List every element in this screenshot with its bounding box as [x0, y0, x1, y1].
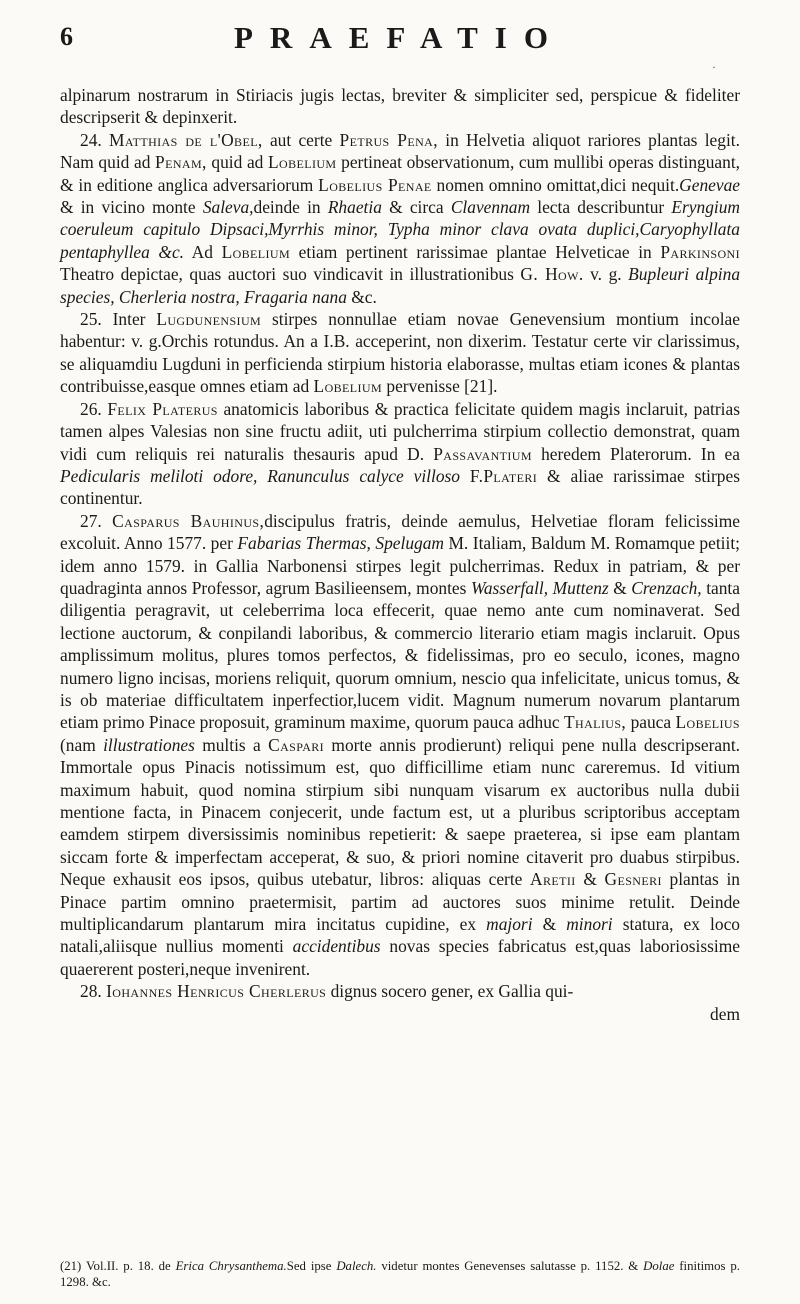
italic-term: minori — [566, 914, 613, 935]
text-run: plantas in Pinace partim omnino praetermisit, partim ad auctores suos minime retulit. Deinde multiplicandarum plantarum mira incitatus cupidine, ex — [60, 869, 740, 935]
paragraph-28 — [60, 980, 740, 1002]
italic-term: illustrationes — [103, 734, 195, 755]
person-name: Casparus Bauhinus, — [112, 510, 265, 531]
footnote — [60, 1258, 740, 1290]
text-run: & — [532, 914, 567, 935]
text-run: pertineat observationum, cum mullibi operas distinguant, & in editione anglica adversariorum — [60, 152, 740, 195]
text-run: heredem Platerorum. In ea — [531, 443, 740, 464]
text-run: stirpes nonnullae etiam novae Genevensium montium incolae habentur: v. g.Orchis rotundus. An a I.B. acceperint, non dixerim. Testatur certe vir clarissimus, se aliquamdiu Lugduni in perficienda stirpium historia elaborasse, multas etiam icones & plantas contribuisse,easque omnes etiam ad — [60, 309, 740, 397]
person-name: Gesneri — [604, 869, 662, 890]
paragraph-24 — [60, 129, 740, 308]
italic-term: Dolae — [643, 1259, 675, 1273]
text-run: morte annis prodierunt) reliqui pene nulla descripserant. Immortale opus Pinacis notissimum est, quo difficillime etiam nunc careremus. Id vitium maximum habuit, quod nomina stirpium sibi nunquam visarum ex auctoribus nulla dubii mentione facta, in Pinacem conjecerit, unde factum est, ut a pluribus scriptoribus acceptam eamdem stirpem diversissimis nominibus repetierit: & saepe praeterea, si ipse eam plantam siccam forte & imperfectam acceperat, & suo, & priori nomine citaverit pro duabus stirpibus. Neque exhausit eos ipsos, quibus utebatur, libros: aliquas certe — [60, 734, 741, 890]
text-run: quid ad — [206, 152, 268, 173]
italic-term: Crenzach, — [631, 577, 702, 598]
text-run: discipulus fratris, deinde aemulus, Helvetiae floram felicissime excoluit. Anno 1577. per — [60, 510, 740, 554]
text-run: Sed ipse — [286, 1259, 337, 1273]
person-name: F.Plateri — [469, 465, 538, 486]
person-name: Felix Platerus — [107, 398, 218, 419]
italic-term: accidentibus — [292, 936, 381, 957]
paragraph-number: 24. — [80, 129, 102, 150]
italic-term: Saleva, — [202, 197, 254, 218]
paragraph-number: 27. — [80, 510, 102, 531]
person-name: Aretii — [530, 869, 576, 890]
person-name: Matthias de l'Obel, — [109, 129, 263, 150]
text-run: nomen omnino omittat,dici nequit. — [431, 174, 680, 195]
person-name: Lobelius — [675, 712, 740, 733]
paragraph-intro: alpinarum nostrarum in Stiriacis jugis lectas, breviter & simpliciter sed, perspicue & fideliter descripserit & depinxerit. — [60, 85, 740, 128]
text-run: &c. — [346, 286, 377, 307]
person-name: Lobelium — [313, 376, 383, 397]
text-run: & — [608, 577, 632, 598]
italic-term: Fabarias Thermas, Spelugam — [237, 533, 444, 554]
paragraph-number: 25. — [80, 309, 102, 330]
person-name: Caspari — [268, 734, 325, 755]
italic-term: Genevae — [679, 174, 740, 195]
text-run: Ad — [184, 241, 222, 262]
italic-term: Eryngium coeruleum capitulo Dipsaci,Myrrhis minor, Typha minor clava ovata duplici,Caryophyllata pentaphyllea &c. — [60, 197, 740, 262]
italic-term: Clavennam — [450, 197, 531, 218]
text-run: in Helvetia aliquot rariores plantas legit. Nam quid ad — [60, 129, 740, 173]
text-run: multis a — [194, 734, 269, 755]
catchword: dem — [710, 1003, 740, 1024]
italic-term: Rhaetia — [327, 197, 382, 218]
person-name: Thalius, — [564, 712, 627, 733]
person-name: Petrus Pena, — [339, 129, 438, 150]
person-name: Lobelium — [221, 241, 291, 262]
page-header — [44, 20, 756, 74]
text-run: statura, ex loco natali,aliisque nullius momenti — [60, 914, 740, 957]
text-run: & aliae rarissimae stirpes continentur. — [60, 465, 740, 509]
paragraph-27 — [60, 510, 740, 981]
text-run: Inter — [101, 309, 157, 330]
text-run — [102, 511, 112, 531]
text-run: deinde in — [253, 197, 328, 218]
person-name: Lobelius Penae — [318, 174, 432, 195]
body-text — [60, 84, 740, 1025]
italic-term: Wasserfall, Muttenz — [470, 577, 609, 598]
text-run: etiam pertinent rarissimae plantae Helveticae in — [290, 241, 661, 262]
italic-term: majori — [486, 914, 533, 935]
italic-term: Bupleuri alpina species, Cherleria nostra, Fragaria nana — [60, 264, 741, 307]
text-run: finitimos p. 1298. &c. — [60, 1259, 740, 1289]
paragraph-number: 26. — [80, 398, 102, 419]
text-run: novas species fabricatus est,quas laboriosissime quaererent posteri,neque invenirent. — [60, 936, 740, 979]
page-number: 6 — [60, 22, 73, 51]
person-name: Iohannes Henricus Cherlerus — [106, 981, 327, 1002]
person-name: Parkinsoni — [660, 241, 740, 262]
text-run: v. g. — [583, 264, 629, 285]
text-run: M. Italiam, Baldum M. Romamque petiit; idem anno 1579. in Gallia Narbonensi stirpes legit pulcherrimas. Redux in patriam, & per quadraginta annos Professor, agrum Basilieensem, montes — [60, 533, 740, 598]
person-name: G. How. — [520, 264, 584, 285]
text-run: (21) Vol.II. p. 18. de — [60, 1259, 176, 1273]
text-run: pervenisse [21]. — [382, 376, 498, 397]
italic-term: Erica Chrysanthema. — [175, 1259, 287, 1273]
person-name: Penam, — [155, 152, 207, 173]
text-run: lecta describuntur — [530, 197, 672, 218]
text-run — [460, 466, 470, 486]
text-run: & — [575, 869, 605, 890]
text-run: (nam — [60, 734, 104, 755]
paragraph-25 — [60, 308, 740, 398]
text-run: tanta diligentia peragravit, ut celeberrima loca effecerit, quae nemo ante cum nominaverat. Sed lectione auctorum, & conpilandi laboribus, & commercio literario etiam magis inclaruit. Opus amplissimum molitus, plures tomos perfectos, & fidelissimas, pro eo seculo, icones, magno numero ligno incisas, moriens reliquit, quorum omnium, nescio qua infelicitate, unicus tomus, & is ob materiae difficultatem inperfectior,lucem vidit. Magnum numerum novarum plantarum etiam primo Pinace proposuit, graminum maxime, quorum pauca adhuc — [60, 577, 740, 733]
running-title: PRAEFATIO — [234, 20, 565, 55]
text-run: anatomicis laboribus & practica felicitate quidem magis inclaruit, patrias tamen alpes Valesias non sine fructu adiit, uti pulcherrima stirpium collectio demonstrat, quam vidi cum reliquis rei naturalis thesauris apud D. — [60, 398, 740, 464]
text-run: & in vicino monte — [60, 197, 203, 218]
italic-term: Dalech. — [336, 1259, 377, 1273]
text-run: Theatro depictae, quas auctori suo vindicavit in illustrationibus — [60, 264, 521, 285]
header-ornament: · — [712, 60, 716, 74]
text-run: pauca — [626, 712, 676, 733]
paragraph-26 — [60, 398, 740, 510]
text-run: aut certe — [262, 129, 340, 150]
person-name: Lugdunensium — [156, 309, 262, 330]
italic-term: Pedicularis meliloti odore, Ranunculus calyce villoso — [60, 465, 460, 486]
person-name: Lobelium — [268, 152, 337, 173]
text-run: dignus socero gener, ex Gallia qui- — [326, 981, 574, 1002]
person-name: Passavantium — [433, 443, 532, 464]
text-run: videtur montes Genevenses salutasse p. 1152. & — [376, 1259, 644, 1273]
text-run: & circa — [381, 197, 451, 218]
paragraph-number: 28. — [80, 981, 102, 1002]
